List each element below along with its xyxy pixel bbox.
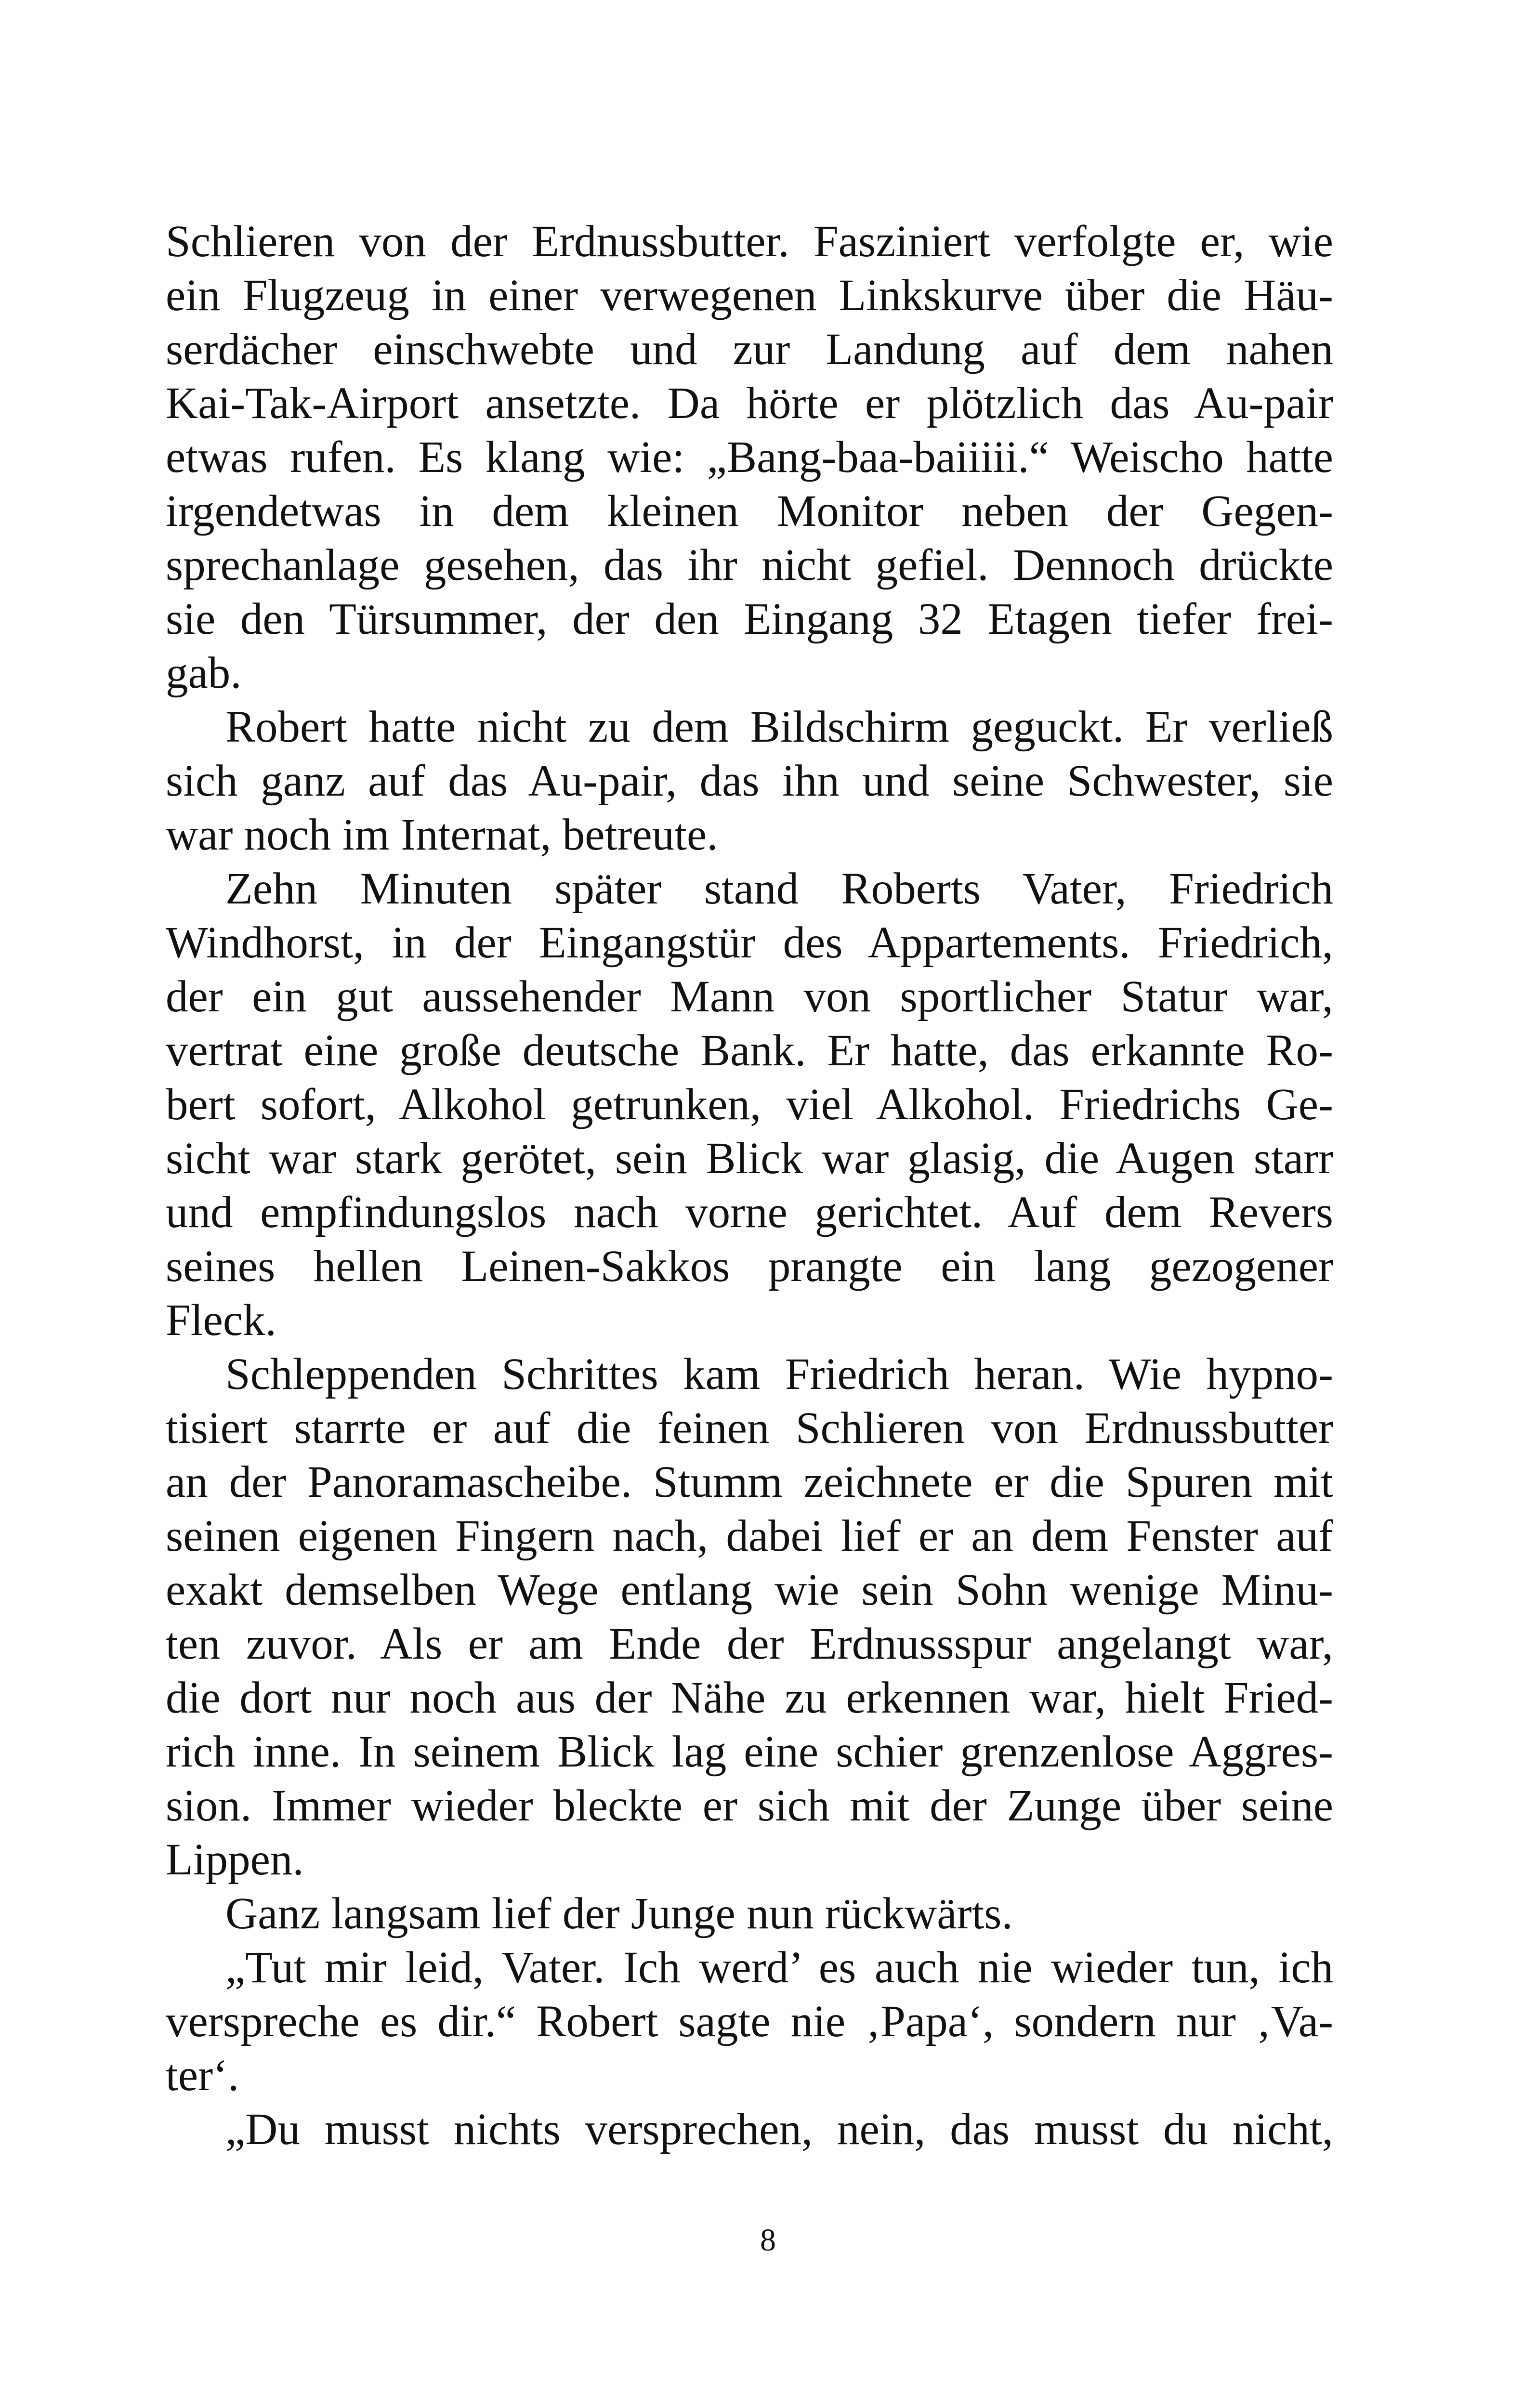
text-line: vertrat eine große deutsche Bank. Er hatte, das erkannte Ro-	[166, 1026, 1333, 1075]
text-line: exakt demselben Wege entlang wie sein Sohn wenige Minu-	[166, 1565, 1333, 1615]
text-line: war noch im Internat, betreute.	[166, 810, 718, 860]
text-line: seines hellen Leinen-Sakkos prangte ein lang gezogener	[166, 1242, 1333, 1291]
text-line: seinen eigenen Fingern nach, dabei lief er an dem Fenster auf	[166, 1511, 1333, 1561]
text-line: ter‘.	[166, 2051, 239, 2100]
text-line: Robert hatte nicht zu dem Bildschirm geguckt. Er verließ	[225, 702, 1333, 752]
text-line: sicht war stark gerötet, sein Blick war glasig, die Augen starr	[166, 1134, 1333, 1183]
text-line: Zehn Minuten später stand Roberts Vater, Friedrich	[225, 864, 1333, 914]
text-line: Ganz langsam lief der Junge nun rückwärts.	[225, 1889, 1013, 1938]
text-line: sprechanlage gesehen, das ihr nicht gefiel. Dennoch drückte	[166, 540, 1333, 590]
text-line: an der Panoramascheibe. Stumm zeichnete er die Spuren mit	[166, 1457, 1333, 1507]
text-line: irgendetwas in dem kleinen Monitor neben der Gegen-	[166, 486, 1333, 536]
page-number: 8	[760, 2223, 776, 2258]
body-text	[166, 215, 1333, 2157]
text-line: serdächer einschwebte und zur Landung auf dem nahen	[166, 325, 1333, 374]
text-line: etwas rufen. Es klang wie: „Bang-baa-baiiiii.“ Weischo hatte	[166, 432, 1333, 482]
text-line: der ein gut aussehender Mann von sportlicher Statur war,	[166, 972, 1333, 1021]
text-line: ten zuvor. Als er am Ende der Erdnussspur angelangt war,	[166, 1619, 1333, 1669]
text-line: verspreche es dir.“ Robert sagte nie ‚Papa‘, sondern nur ‚Va-	[166, 1997, 1333, 2046]
text-line: „Du musst nichts versprechen, nein, das musst du nicht,	[225, 2105, 1333, 2154]
text-line: tisiert starrte er auf die feinen Schlieren von Erdnussbutter	[166, 1403, 1333, 1453]
text-line: Lippen.	[166, 1835, 304, 1885]
text-line: rich inne. In seinem Blick lag eine schier grenzenlose Aggres-	[166, 1727, 1333, 1777]
text-line: „Tut mir leid, Vater. Ich werd’ es auch nie wieder tun, ich	[225, 1943, 1333, 1992]
text-line: sion. Immer wieder bleckte er sich mit der Zunge über seine	[166, 1781, 1333, 1831]
text-line: und empfindungslos nach vorne gerichtet. Auf dem Revers	[166, 1188, 1333, 1237]
text-line: Fleck.	[166, 1296, 276, 1345]
text-line: sie den Türsummer, der den Eingang 32 Etagen tiefer frei-	[166, 594, 1333, 644]
text-line: die dort nur noch aus der Nähe zu erkennen war, hielt Fried-	[166, 1673, 1333, 1723]
text-line: Kai-Tak-Airport ansetzte. Da hörte er plötzlich das Au-pair	[166, 379, 1333, 428]
text-line: gab.	[166, 648, 242, 698]
text-line: Windhorst, in der Eingangstür des Appartements. Friedrich,	[166, 918, 1333, 968]
text-line: ein Flugzeug in einer verwegenen Linkskurve über die Häu-	[166, 271, 1333, 320]
text-line: Schleppenden Schrittes kam Friedrich heran. Wie hypno-	[225, 1349, 1333, 1399]
text-line: sich ganz auf das Au-pair, das ihn und seine Schwester, sie	[166, 756, 1333, 806]
text-line: Schlieren von der Erdnussbutter. Fasziniert verfolgte er, wie	[166, 217, 1333, 266]
text-line: bert sofort, Alkohol getrunken, viel Alkohol. Friedrichs Ge-	[166, 1080, 1333, 1129]
